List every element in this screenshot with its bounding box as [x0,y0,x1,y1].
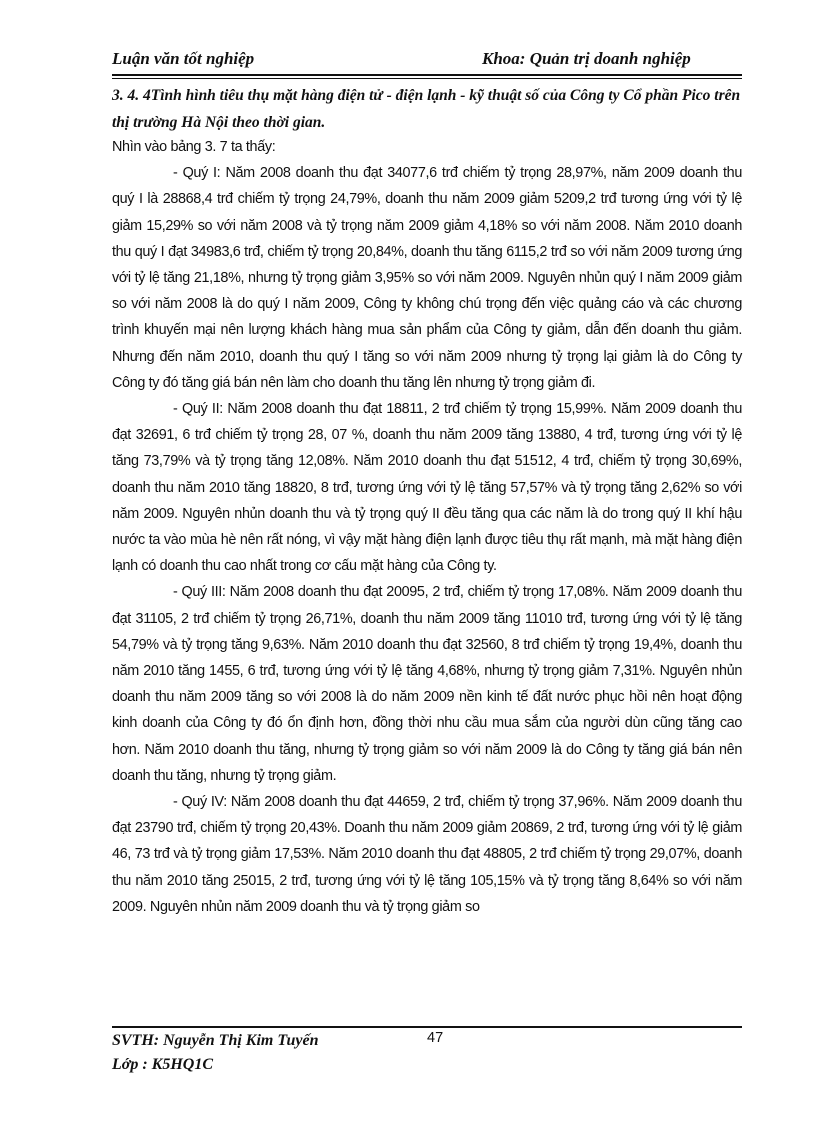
class-label: Lớp : K5HQ1C [112,1056,214,1073]
thesis-label: Luận văn tốt nghiệp [112,49,255,68]
faculty-label: Khoa: Quản trị doanh nghiệp [482,49,691,68]
page-number: 47 [427,1030,444,1046]
paragraph-quarter-3: - Quý III: Năm 2008 doanh thu đạt 20095, 2 trđ, chiếm tỷ trọng 17,08%. Năm 2009 doanh thu đạt 31105, 2 trđ chiếm tỷ trọng 26,71%, doanh thu năm 2009 tăng 11010 trđ, tương ứng với tỷ lệ tăng 54,79% và tỷ trọng tăng 9,63%. Năm 2010 doanh thu đạt 32560, 8 trđ chiếm tỷ trọng 19,4%, doanh thu năm 2010 tăng 1455, 6 trđ, tương ứng với tỷ lệ tăng 4,68%, nhưng tỷ trọng giảm 7,31%. Nguyên nhủn doanh thu năm 2009 tăng so với 2008 là do năm 2009 nền kinh tế đất nước phục hồi nên hoạt động kinh doanh của Công ty đó ổn định hơn, đồng thời nhu cầu mua sắm của người dùn cũng tăng cao hơn. Năm 2010 doanh thu tăng, nhưng tỷ trọng giảm so với năm 2009 là do Công ty tăng giá bán nên doanh thu tăng, nhưng tỷ trọng giảm. [112,584,742,784]
paragraph-quarter-2: - Quý II: Năm 2008 doanh thu đạt 18811, 2 trđ chiếm tỷ trọng 15,99%. Năm 2009 doanh thu đạt 32691, 6 trđ chiếm tỷ trọng 28, 07 %, doanh thu năm 2009 tăng 13880, 4 trđ, tương ứng với tỷ lệ tăng 73,79% và tỷ trọng tăng 12,08%. Năm 2010 doanh thu đạt 51512, 4 trđ, chiếm tỷ trọng 30,69%, doanh thu năm 2010 tăng 18820, 8 trđ, tương ứng với tỷ lệ tăng 57,57% và tỷ trọng tăng 2,62% so với năm 2009. Nguyên nhủn doanh thu và tỷ trọng quý II đều tăng qua các năm là do trong quý II khí hậu nước ta vào mùa hè nên rất nóng, vì vậy mặt hàng điện lạnh được tiêu thụ rất mạnh, mà mặt hàng điện lạnh có doanh thu cao nhất trong cơ cấu mặt hàng của Công ty. [112,401,742,575]
paragraph-quarter-4: - Quý IV: Năm 2008 doanh thu đạt 44659, 2 trđ, chiếm tỷ trọng 37,96%. Năm 2009 doanh thu đạt 23790 trđ, chiếm tỷ trọng 20,43%. Doanh thu năm 2009 giảm 20869, 2 trđ, tương ứng với tỷ lệ giảm 46, 73 trđ và tỷ trọng giảm 17,53%. Năm 2010 doanh thu đạt 48805, 2 trđ chiếm tỷ trọng 29,07%, doanh thu năm 2010 tăng 25015, 2 trđ, tương ứng với tỷ lệ tăng 105,15% và tỷ trọng tăng 8,64% so với năm 2009. Nguyên nhủn năm 2009 doanh thu và tỷ trọng giảm so [112,794,742,915]
page-header [112,47,742,75]
header-rule-thin [112,78,742,79]
page-footer [112,1030,742,1080]
body-text [112,134,742,920]
header-rule [112,74,742,76]
footer-rule [112,1026,742,1028]
paragraph-quarter-1: - Quý I: Năm 2008 doanh thu đạt 34077,6 trđ chiếm tỷ trọng 28,97%, năm 2009 doanh thu quý I là 28868,4 trđ chiếm tỷ trọng 24,79%, doanh thu năm 2009 giảm 5209,2 trđ tương ứng với tỷ lệ giảm 15,29% so với năm 2008 và tỷ trọng năm 2009 giảm 4,18% so với năm 2008. Năm 2010 doanh thu quý I đạt 34983,6 trđ, chiếm tỷ trọng 20,84%, doanh thu tăng 6115,2 trđ so với năm 2009 tương ứng với tỷ lệ tăng 21,18%, nhưng tỷ trọng giảm 3,95% so với năm 2009. Nguyên nhủn quý I năm 2009 giảm so với năm 2008 là do quý I năm 2009, Công ty không chú trọng đến việc quảng cáo và các chương trình khuyến mại nên lượng khách hàng mua sản phẩm của Công ty giảm, dẫn đến doanh thu giảm. Nhưng đến năm 2010, doanh thu quý I tăng so với năm 2009 nhưng tỷ trọng lại giảm là do Công ty Công ty đó tăng giá bán nên làm cho doanh thu tăng lên nhưng tỷ trọng giảm đi. [112,165,742,391]
student-name: SVTH: Nguyễn Thị Kim Tuyến [112,1032,319,1049]
paragraph-intro: Nhìn vào bảng 3. 7 ta thấy: [112,139,276,155]
section-title: 3. 4. 4Tình hình tiêu thụ mặt hàng điện tử - điện lạnh - kỹ thuật số của Công ty Cổ phần Pico trên thị trường Hà Nội theo thời gian. [112,87,741,131]
